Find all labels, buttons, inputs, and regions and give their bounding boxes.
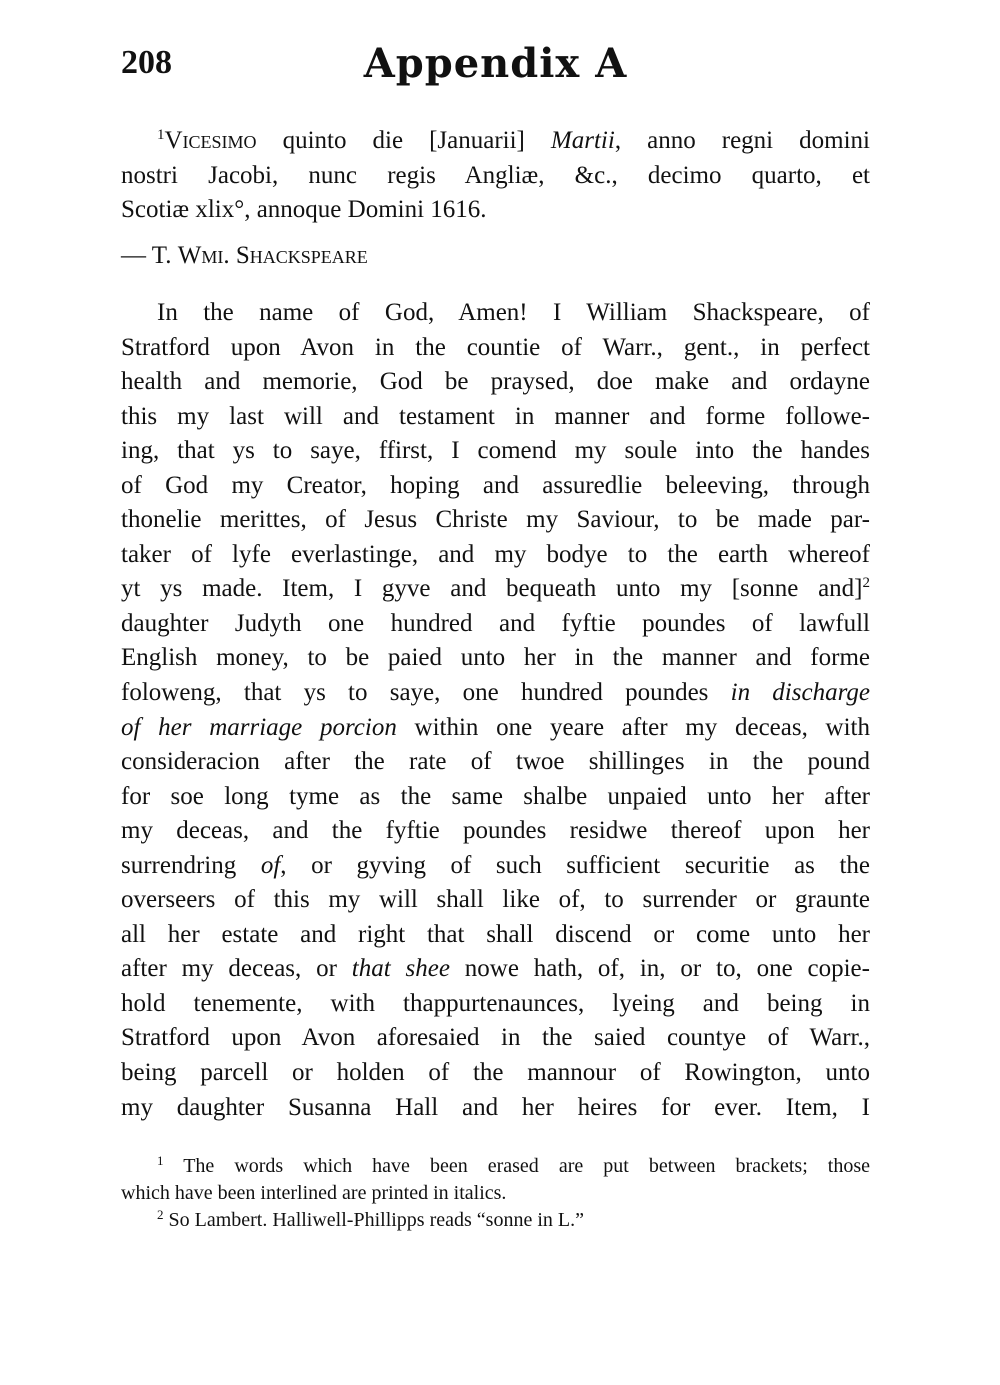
body-line: consideracion after the rate of twoe shillinges in the pound [121, 748, 870, 776]
signature: — T. Wmi. Shackspeare [121, 242, 368, 269]
running-title: Appendix A [363, 40, 628, 87]
will-body [121, 296, 870, 1125]
footnote-1: $^1$ The words which have been erased are put between brackets; those [157, 1153, 871, 1177]
body-line: after my deceas, or that shee nowe hath, of, in, or to, one copie- [121, 955, 870, 983]
body-line: my daughter Susanna Hall and her heires for ever. Item, I [121, 1093, 870, 1121]
body-line: yt ys made. Item, I gyve and bequeath unto my [sonne and]$^2$ [121, 575, 870, 603]
body-line: English money, to be paied unto her in the manner and forme [121, 644, 870, 672]
body-line: surrendring of, or gyving of such sufficient securitie as the [121, 851, 870, 879]
preamble-line: nostri Jacobi, nunc regis Angliæ, &c., decimo quarto, et [121, 161, 870, 189]
body-line: being parcell or holden of the mannour of Rowington, unto [121, 1059, 870, 1087]
body-line: taker of lyfe everlastinge, and my bodye to the earth whereof [121, 540, 870, 568]
footnote-ref: 1 [157, 127, 165, 143]
body-line: Stratford upon Avon aforesaied in the saied countye of Warr., [121, 1024, 870, 1052]
page-header [121, 40, 870, 100]
body-line: of God my Creator, hoping and assuredlie beleeving, through [121, 471, 870, 499]
body-line: thonelie merittes, of Jesus Christe my Saviour, to be made par- [121, 506, 870, 534]
body-line: health and memorie, God be praysed, doe make and ordayne [121, 368, 870, 396]
footnotes [121, 1153, 870, 1234]
preamble-line: Scotiæ xlix°, annoque Domini 1616. [121, 196, 487, 224]
body-line: foloweng, that ys to saye, one hundred poundes in discharge [121, 679, 870, 707]
body-line: In the name of God, Amen! I William Shackspeare, of [157, 299, 870, 326]
body-line: daughter Judyth one hundred and fyftie poundes of lawfull [121, 609, 870, 637]
body-line: for soe long tyme as the same shalbe unpaied unto her after [121, 782, 870, 810]
body-line: overseers of this my will shall like of, to surrender or graunte [121, 886, 870, 914]
footnote-1-cont: which have been interlined are printed in italics. [121, 1182, 507, 1204]
body-line: this my last will and testament in manner and forme followe- [121, 402, 870, 430]
footnote-ref: 2 [862, 575, 870, 592]
body-line: ing, that ys to saye, ffirst, I comend my soule into the handes [121, 437, 870, 465]
body-line: all her estate and right that shall discend or come unto her [121, 920, 870, 948]
preamble-line: $^1$Vicesimo quinto die [Januarii] Martii, anno regni domini [157, 127, 870, 154]
body-line: of her marriage porcion within one yeare after my deceas, with [121, 713, 870, 741]
body-line: my deceas, and the fyftie poundes residwe thereof upon her [121, 817, 870, 845]
signature-line [121, 239, 870, 274]
will-preamble [121, 124, 870, 228]
page-number: 208 [121, 44, 172, 81]
footnote-2: $^2$ So Lambert. Halliwell-Phillipps reads “sonne in L.” [157, 1207, 584, 1231]
body-line: Stratford upon Avon in the countie of Warr., gent., in perfect [121, 333, 870, 361]
body-line: hold tenemente, with thappurtenaunces, lyeing and being in [121, 989, 870, 1017]
